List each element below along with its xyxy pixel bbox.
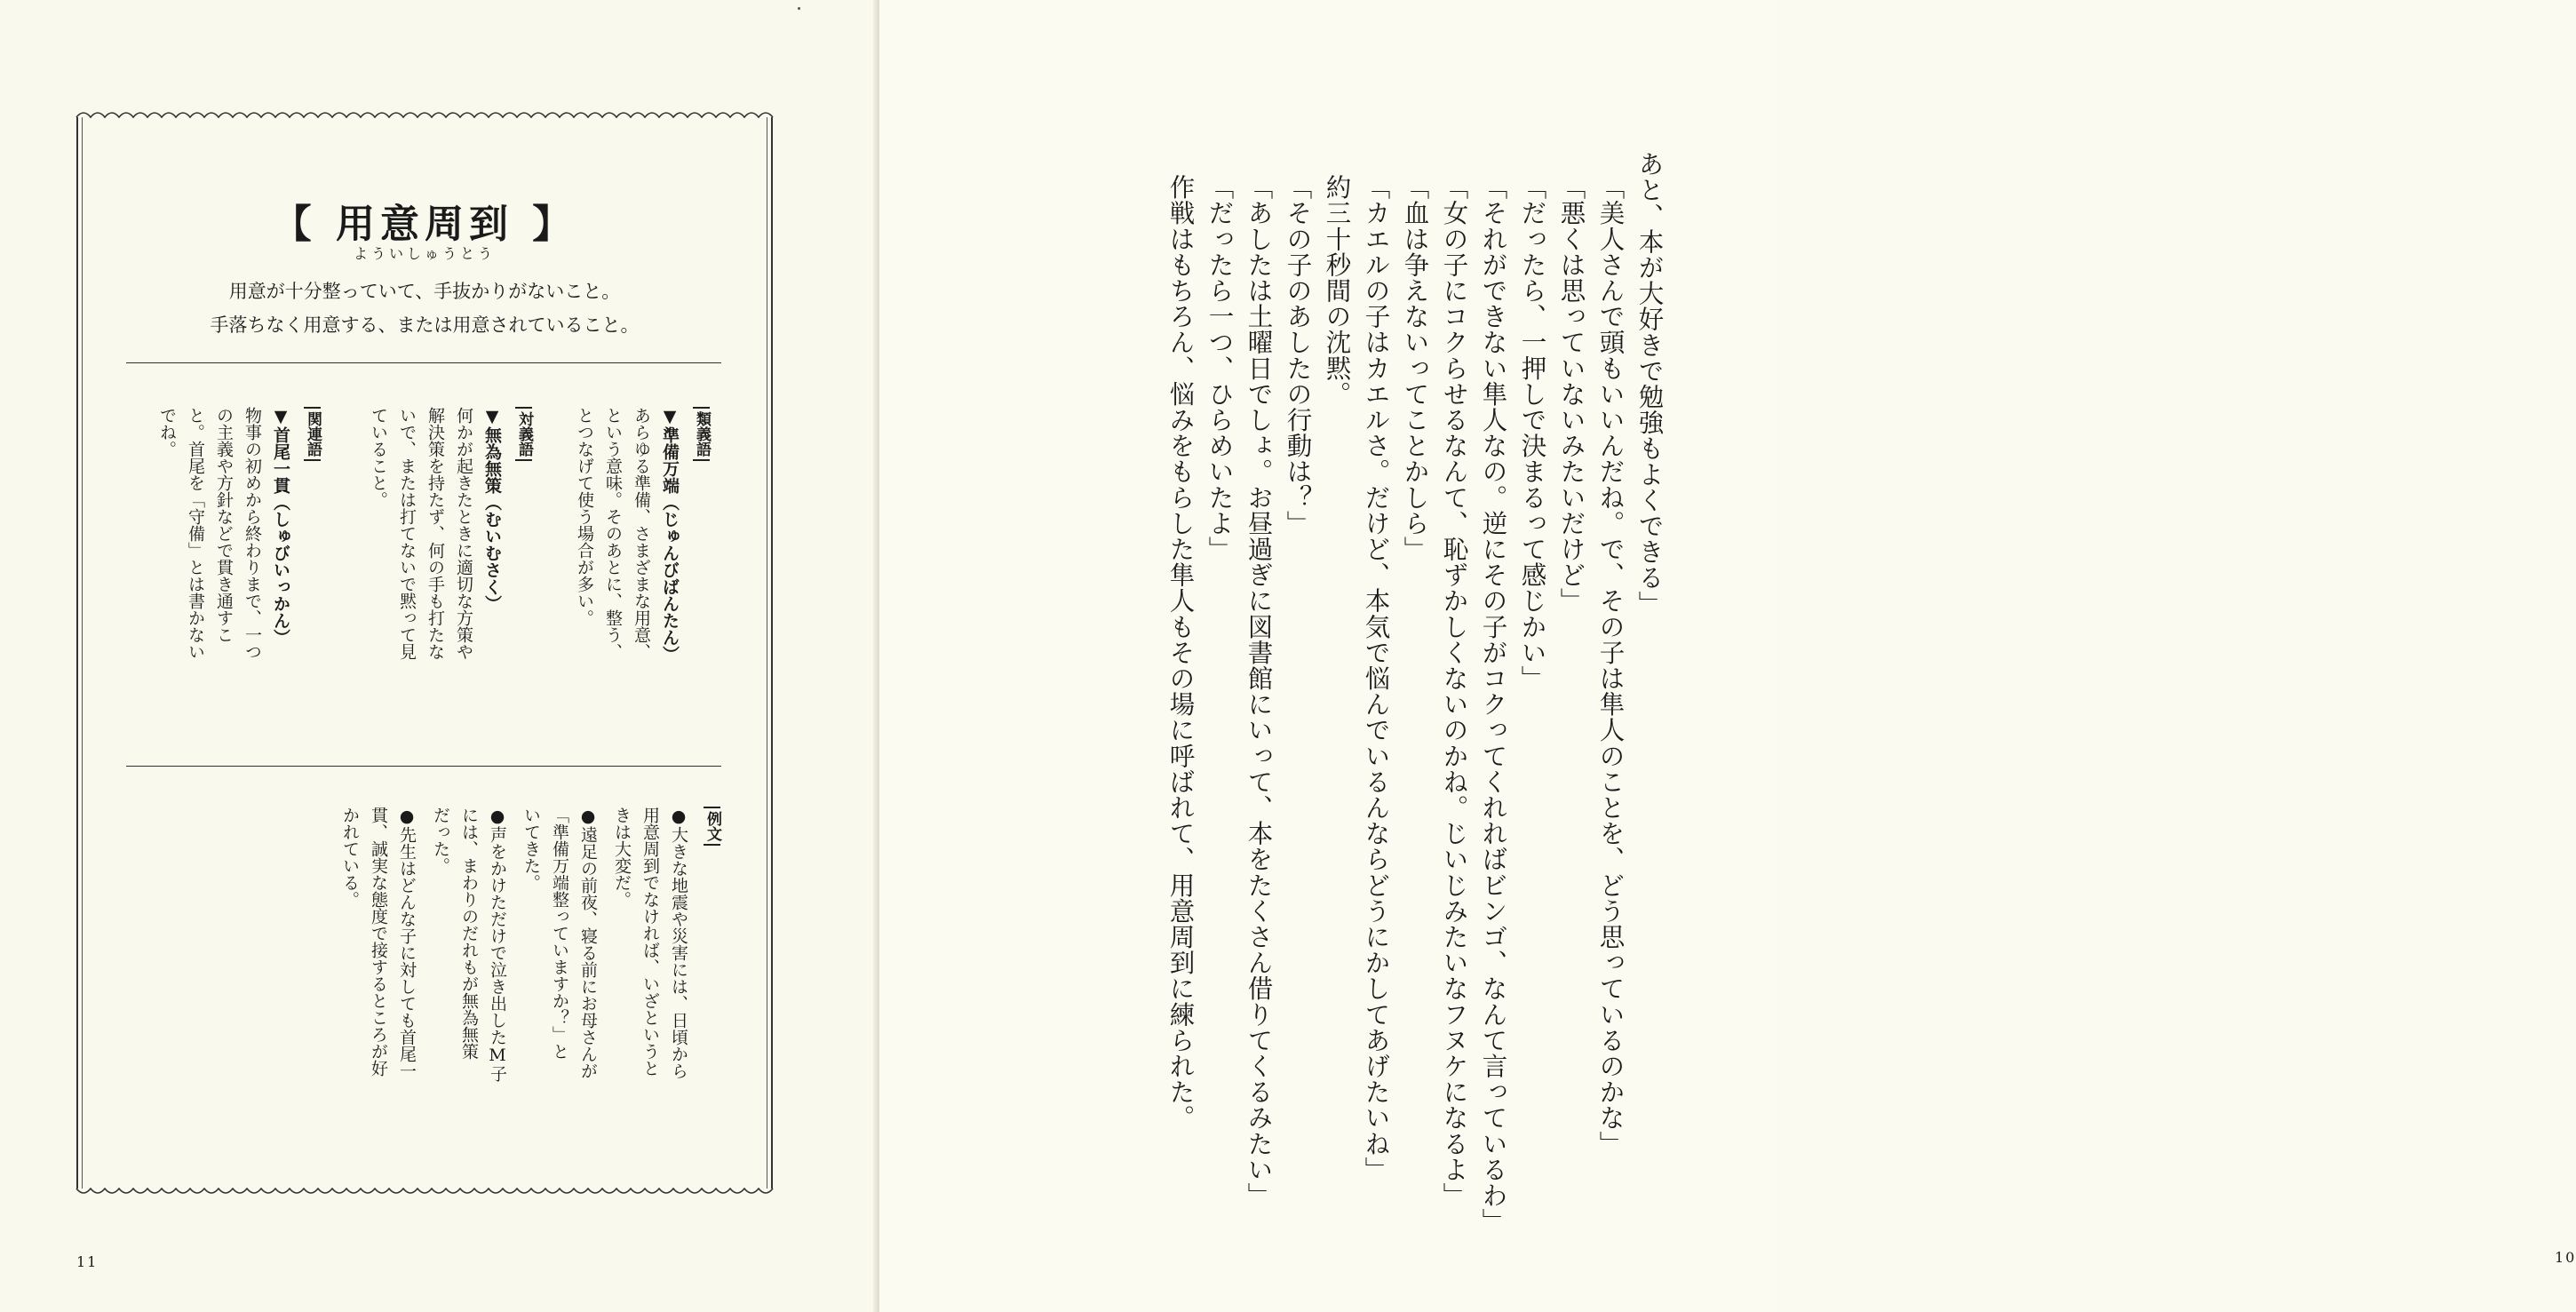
example-line: きは大変だ。: [612, 807, 632, 908]
definition-line-1: 用意が十分整っていて、手抜かりがないこと。: [228, 281, 621, 302]
page-number-right: 10: [2555, 1249, 2576, 1266]
story-line: 「あしたは土曜日でしょ。お昼過ぎに図書館にいって、本をたくさん借りてくるみたい」: [1244, 174, 1274, 1208]
right-page: [879, 0, 2576, 1312]
synonym-head: ▼準備万端（じゅんびばんたん）: [660, 407, 680, 663]
print-speck: [798, 7, 800, 10]
divider-rule: [126, 362, 721, 363]
example-line: いてきた。: [521, 807, 541, 891]
example-line: 用意周到でなければ、いざというと: [640, 807, 660, 1077]
story-line: 「だったら、一押しで決まるって感じかい」: [1517, 174, 1547, 691]
example-line: 「準備万端整っていますか？」と: [550, 807, 569, 1060]
example-line: ●遠足の前夜、寝る前にお母さんが: [578, 807, 598, 1079]
synonym-text-line: とつなげて使う場合が多い。: [575, 407, 594, 626]
story-line: 「血は争えないってことかしら」: [1400, 174, 1430, 562]
related-text-line: の主義や方針などで貫き通すこ: [214, 407, 234, 643]
example-line: かれている。: [340, 807, 360, 908]
story-line: 「だったら一つ、ひらめいたよ」: [1205, 174, 1235, 562]
antonym-head: ▼無為無策（むいむさく）: [482, 407, 502, 612]
antonym-label: 対義語: [515, 407, 532, 461]
story-line: 「それができない隼人なの。逆にその子がコクってくれればビンゴ、なんて言っているわ」: [1478, 174, 1508, 1235]
page-number-left: 11: [76, 1253, 99, 1270]
example-line: には、まわりのだれもが無為無策: [459, 807, 479, 1060]
idiom-entry-box: [76, 107, 773, 1199]
story-line: 「カエルの子はカエルさ。だけど、本気で悩んでいるんならどうにかしてあげたいね」: [1361, 174, 1391, 1182]
antonym-text-line: ていること。: [369, 407, 388, 508]
story-line: 「女の子にコクらせるなんて、恥ずかしくないのかね。じいじみたいなフヌケになるよ」: [1439, 174, 1469, 1208]
story-line: 作戦はもちろん、悩みをもらした隼人もその場に呼ばれて、用意周到に練られた。: [1165, 174, 1196, 1131]
story-line: 約三十秒間の沈黙。: [1322, 174, 1352, 407]
example-line: ●大きな地震や災害には、日頃から: [669, 807, 688, 1079]
antonym-text-line: いで、または打てないで黙って見: [397, 407, 417, 660]
story-line: 「美人さんで頭もいいんだね。で、その子は隼人のことを、どう思っているのかな」: [1595, 174, 1626, 1157]
divider-rule: [126, 766, 721, 767]
related-text-line: と。首尾を「守備」とは書かない: [186, 407, 205, 660]
related-text-line: 物事の初めから終わりまで、一つ: [242, 407, 262, 660]
scallop-border-top: [76, 107, 773, 121]
example-line: だった。: [431, 807, 450, 874]
example-line: ●先生はどんな子に対しても首尾一: [397, 807, 417, 1079]
story-line: あと、本が大好きで勉強もよくできる」: [1634, 151, 1665, 616]
synonym-text-line: という意味。そのあとに、整う、: [603, 407, 623, 660]
definition-line-2: 手落ちなく用意する、または用意されていること。: [210, 314, 640, 336]
scallop-border-bottom: [76, 1185, 773, 1199]
antonym-text-line: 解決策を持たず、何の手も打たな: [425, 407, 445, 660]
related-label: 関連語: [304, 407, 321, 461]
left-page: [0, 0, 879, 1312]
related-text-line: でね。: [157, 407, 177, 457]
example-line: ●声をかけただけで泣き出したM子: [488, 807, 507, 1082]
synonym-text-line: あらゆる準備、さまざまな用意、: [632, 407, 651, 660]
antonym-text-line: 何かが起きたときに適切な方策や: [454, 407, 473, 660]
entry-title: 【 用意周到 】: [272, 202, 577, 247]
example-label: 例文: [704, 807, 720, 846]
synonym-label: 類義語: [693, 407, 710, 461]
example-line: 貫、誠実な態度で接するところが好: [369, 807, 388, 1077]
related-head: ▼首尾一貫（しゅびいっかん）: [271, 407, 290, 646]
story-line: 「その子のあしたの行動は？」: [1283, 174, 1313, 537]
entry-reading: よういしゅうとう: [353, 245, 496, 262]
story-line: 「悪くは思っていないみたいだけど」: [1556, 174, 1586, 614]
